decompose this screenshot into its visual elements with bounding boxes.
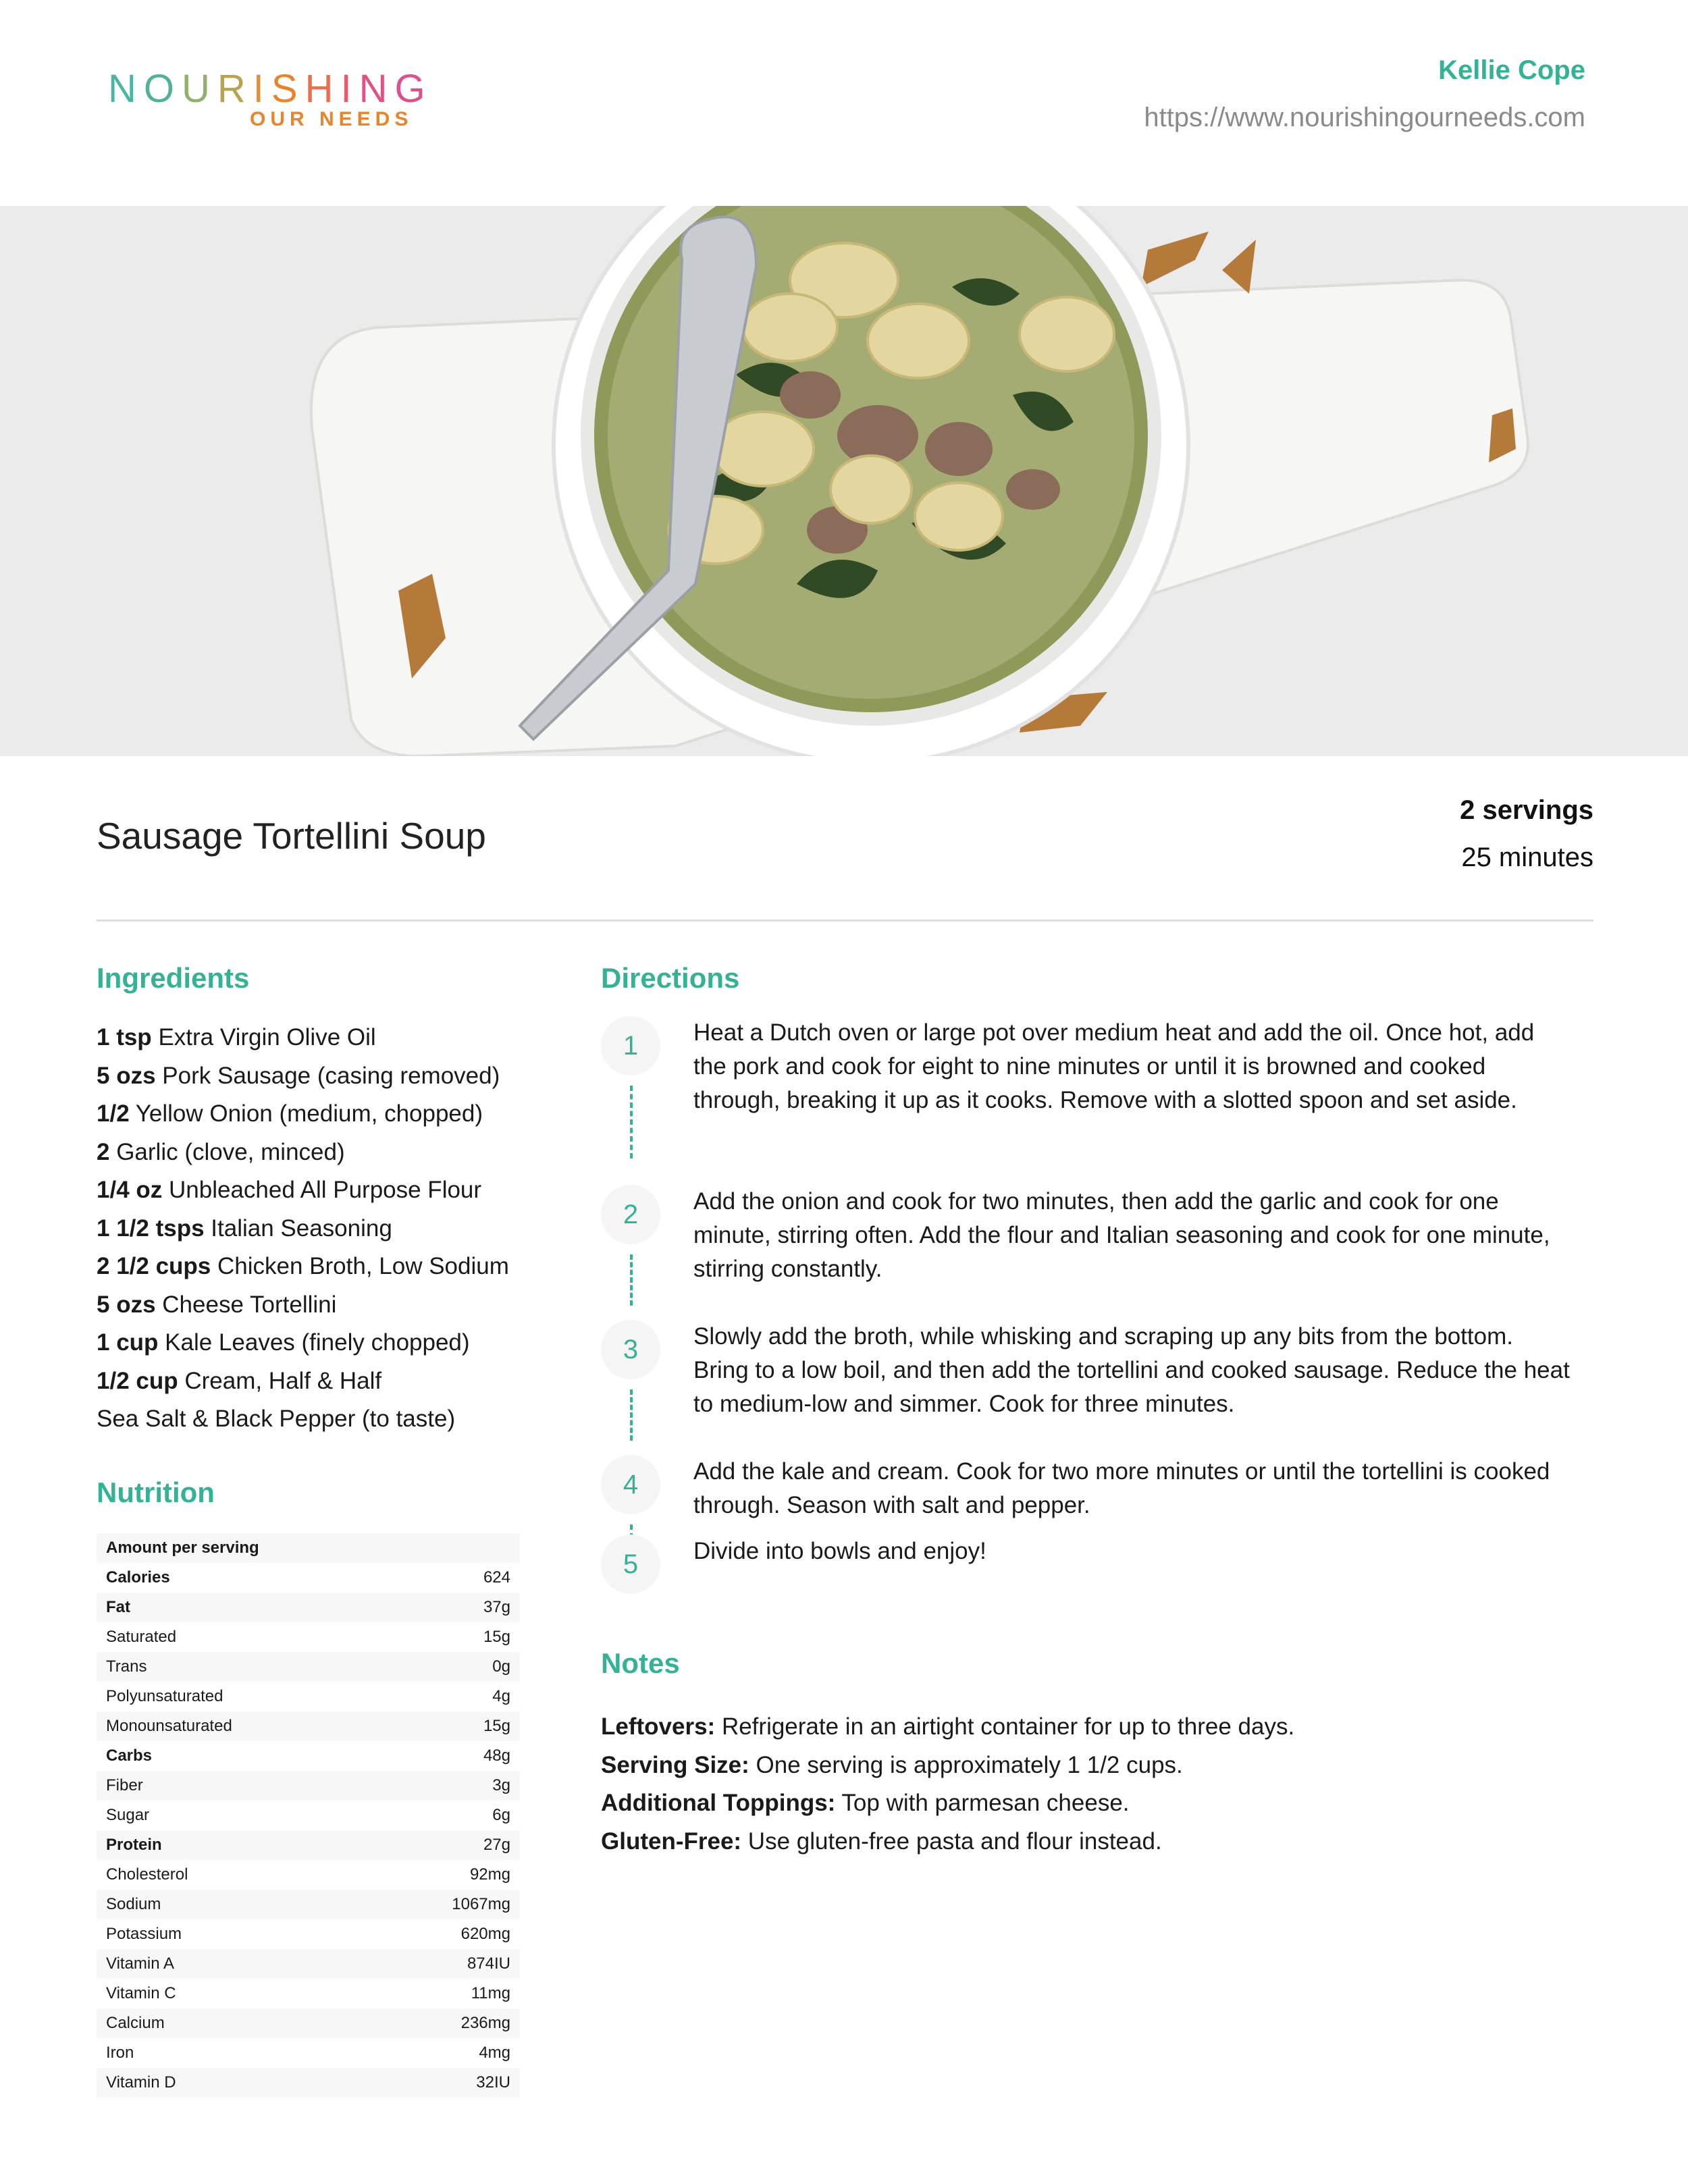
notes-heading: Notes — [601, 1647, 680, 1679]
ingredient-name: Kale Leaves (finely chopped) — [165, 1329, 470, 1356]
author-name: Kellie Cope — [1438, 55, 1585, 85]
nutrient-value: 3g — [373, 1771, 520, 1801]
notes-list — [601, 1708, 1294, 1861]
ingredient-item — [97, 1324, 522, 1362]
step-number-badge: 5 — [601, 1535, 660, 1594]
nutrition-row — [97, 1890, 520, 1919]
nutrient-name: Protein — [97, 1830, 373, 1860]
ingredient-name: Cheese Tortellini — [162, 1291, 337, 1318]
nutrient-name: Vitamin C — [106, 1983, 176, 2002]
ingredient-item — [97, 1286, 522, 1325]
nutrition-row — [97, 2038, 520, 2068]
hero-photo — [0, 206, 1688, 756]
nutrition-row — [97, 1741, 520, 1771]
brand-logo — [108, 67, 433, 142]
nutrient-value: 15g — [373, 1711, 520, 1741]
recipe-title-row — [97, 790, 1593, 922]
nutrient-value: 620mg — [460, 1924, 510, 1943]
nutrient-value: 92mg — [469, 1865, 510, 1884]
nutrient-name: Fiber — [97, 1771, 373, 1801]
ingredients-list — [97, 1019, 522, 1439]
nutrient-name: Potassium — [106, 1924, 182, 1943]
step-text: Slowly add the broth, while whisking and scraping up any bits from the bottom. Bring to a low boil, and then add the tortellini and cooked sausage. Reduce the heat to medium-low and simmer. Cook for three minutes. — [693, 1323, 1570, 1417]
nutrient-name: Cholesterol — [106, 1865, 188, 1884]
step-text: Add the onion and cook for two minutes, then add the garlic and cook for one minute, stirring often. Add the flour and Italian seasoning and cook for one minute, stirring constantly. — [693, 1188, 1550, 1282]
ingredient-name: Yellow Onion (medium, chopped) — [135, 1100, 483, 1127]
logo-wordmark: NOURISHING — [108, 67, 433, 111]
nutrient-value: 15g — [483, 1627, 510, 1646]
ingredient-name: Sea Salt & Black Pepper (to taste) — [97, 1406, 456, 1432]
nutrition-header-label: Amount per serving — [97, 1533, 520, 1563]
recipe-title: Sausage Tortellini Soup — [97, 815, 486, 857]
nutrition-row — [97, 1949, 520, 1979]
step-number-badge: 3 — [601, 1320, 660, 1379]
note-label: Serving Size: — [601, 1751, 749, 1778]
note-item — [601, 1747, 1294, 1785]
nutrient-value: 6g — [492, 1805, 510, 1824]
nutrient-value: 874IU — [373, 1949, 520, 1979]
nutrient-value: 624 — [483, 1568, 510, 1587]
nutrition-row — [97, 1563, 520, 1593]
nutrition-row — [97, 1860, 520, 1890]
note-text: Refrigerate in an airtight container for up to three days. — [715, 1713, 1295, 1740]
logo-subtitle: OUR NEEDS — [250, 108, 413, 130]
ingredient-item — [97, 1400, 522, 1439]
ingredient-item — [97, 1362, 522, 1401]
ingredient-qty: 1 cup — [97, 1329, 159, 1356]
note-label: Additional Toppings: — [601, 1790, 836, 1816]
nutrient-value: 4mg — [479, 2043, 510, 2062]
ingredient-name: Unbleached All Purpose Flour — [169, 1177, 482, 1203]
nutrition-table — [97, 1533, 520, 2098]
nutrient-value: 236mg — [373, 2008, 520, 2038]
ingredient-item — [97, 1248, 522, 1286]
nutrient-value: 48g — [483, 1746, 510, 1765]
nutrient-name: Trans — [97, 1652, 373, 1682]
ingredient-qty: 5 ozs — [97, 1062, 156, 1089]
ingredient-qty: 1 tsp — [97, 1024, 152, 1050]
nutrition-row — [97, 1622, 520, 1652]
nutrition-row — [97, 1771, 520, 1801]
step-number-badge: 1 — [601, 1016, 660, 1075]
ingredient-name: Extra Virgin Olive Oil — [158, 1024, 376, 1050]
nutrient-value: 1067mg — [373, 1890, 520, 1919]
ingredient-qty: 5 ozs — [97, 1291, 156, 1318]
ingredients-heading: Ingredients — [97, 962, 250, 994]
nutrition-row — [97, 1682, 520, 1711]
nutrition-row — [97, 1919, 520, 1949]
nutrient-name: Vitamin D — [97, 2068, 373, 2098]
note-text: One serving is approximately 1 1/2 cups. — [749, 1751, 1183, 1778]
nutrition-header-row — [97, 1533, 520, 1563]
nutrient-value: 4g — [492, 1686, 510, 1705]
ingredient-qty: 1/2 cup — [97, 1367, 178, 1394]
nutrient-name: Sodium — [97, 1890, 373, 1919]
right-column — [601, 962, 1593, 1855]
ingredient-qty: 2 — [97, 1138, 110, 1165]
nutrient-value: 11mg — [471, 1983, 510, 2002]
nutrient-name: Sugar — [106, 1805, 150, 1824]
note-label: Leftovers: — [601, 1713, 716, 1740]
ingredient-item — [97, 1019, 522, 1057]
ingredient-name: Pork Sausage (casing removed) — [162, 1062, 500, 1089]
nutrient-name: Monounsaturated — [97, 1711, 373, 1741]
note-item — [601, 1823, 1294, 1861]
note-label: Gluten-Free: — [601, 1828, 742, 1855]
nutrient-name: Calories — [106, 1568, 170, 1587]
soup-bowl-illustration — [0, 206, 1688, 756]
total-time: 25 minutes — [1461, 843, 1593, 872]
ingredient-name: Chicken Broth, Low Sodium — [217, 1253, 509, 1279]
note-item — [601, 1784, 1294, 1823]
nutrient-name: Fat — [97, 1593, 373, 1622]
nutrient-name: Vitamin A — [97, 1949, 373, 1979]
nutrient-name: Polyunsaturated — [106, 1686, 223, 1705]
ingredient-name: Italian Seasoning — [211, 1215, 392, 1242]
ingredient-name: Cream, Half & Half — [184, 1367, 382, 1394]
note-text: Use gluten-free pasta and flour instead. — [741, 1828, 1162, 1855]
ingredient-name: Garlic (clove, minced) — [116, 1138, 345, 1165]
ingredient-item — [97, 1171, 522, 1210]
nutrient-value: 27g — [373, 1830, 520, 1860]
servings-count: 2 servings — [1460, 795, 1593, 825]
ingredient-qty: 1 1/2 tsps — [97, 1215, 205, 1242]
ingredient-qty: 1/4 oz — [97, 1177, 163, 1203]
nutrition-row — [97, 1979, 520, 2008]
directions-heading: Directions — [601, 962, 740, 994]
nutrient-value: 32IU — [373, 2068, 520, 2098]
step-connector-line — [630, 1254, 633, 1306]
nutrition-row — [97, 1652, 520, 1682]
step-text: Heat a Dutch oven or large pot over medium heat and add the oil. Once hot, add the pork and cook for eight to nine minutes or until it is browned and cooked through, breaking it up as it cooks. Remove with a slotted spoon and set aside. — [693, 1019, 1535, 1113]
nutrition-row — [97, 1801, 520, 1830]
ingredient-qty: 2 1/2 cups — [97, 1253, 211, 1279]
left-column — [97, 962, 522, 2098]
ingredient-item — [97, 1057, 522, 1096]
nutrition-row — [97, 1830, 520, 1860]
nutrient-name: Calcium — [97, 2008, 373, 2038]
nutrition-heading: Nutrition — [97, 1476, 215, 1508]
page-header — [0, 0, 1688, 206]
step-connector-line — [630, 1389, 633, 1441]
website-link[interactable]: https://www.nourishingourneeds.com — [1144, 103, 1585, 132]
step-text: Add the kale and cream. Cook for two more minutes or until the tortellini is cooked through. Season with salt and pepper. — [693, 1458, 1550, 1518]
note-item — [601, 1708, 1294, 1747]
step-number-badge: 4 — [601, 1455, 660, 1514]
nutrient-value: 37g — [373, 1593, 520, 1622]
nutrition-row — [97, 2008, 520, 2038]
step-text: Divide into bowls and enjoy! — [693, 1538, 986, 1564]
ingredient-item — [97, 1095, 522, 1134]
ingredient-item — [97, 1210, 522, 1248]
nutrient-name: Saturated — [106, 1627, 177, 1646]
note-text: Top with parmesan cheese. — [835, 1790, 1130, 1816]
nutrition-row — [97, 2068, 520, 2098]
step-number-badge: 2 — [601, 1185, 660, 1244]
nutrition-row — [97, 1711, 520, 1741]
nutrient-name: Carbs — [106, 1746, 153, 1765]
nutrient-value: 0g — [373, 1652, 520, 1682]
step-connector-line — [630, 1086, 633, 1158]
nutrition-row — [97, 1593, 520, 1622]
nutrient-name: Iron — [106, 2043, 134, 2062]
ingredient-item — [97, 1134, 522, 1172]
ingredient-qty: 1/2 — [97, 1100, 130, 1127]
